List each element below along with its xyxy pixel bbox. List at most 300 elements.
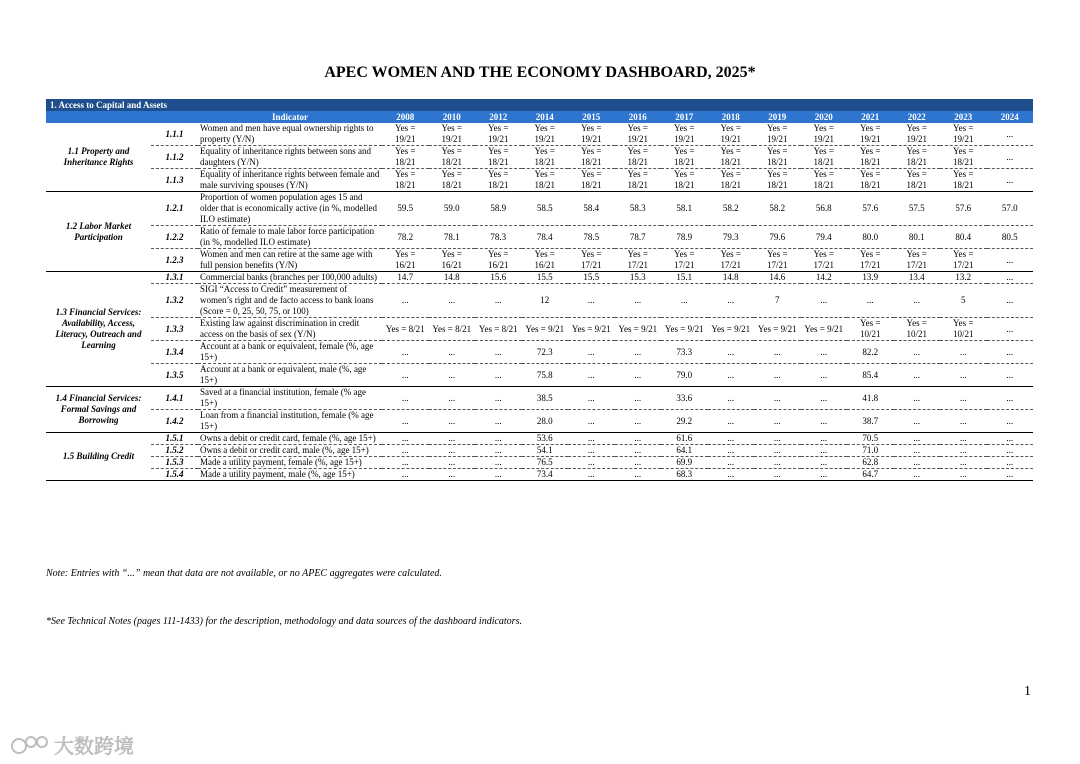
value-cell: 14.6 [754,272,801,284]
value-cell: Yes = 9/21 [522,318,569,341]
group-label: 1.4 Financial Services: Formal Savings and Borrowing [46,387,151,433]
table-row [46,433,1033,445]
value-cell: Yes = 17/21 [754,249,801,272]
value-cell: Yes = 18/21 [940,146,987,169]
value-cell: ... [708,284,755,318]
value-cell: ... [940,457,987,469]
watermark-text: 大数跨境 [54,734,134,758]
value-cell: 73.4 [522,469,569,481]
value-cell: ... [568,445,615,457]
value-cell: ... [708,364,755,387]
value-cell: ... [940,387,987,410]
value-cell: ... [754,410,801,433]
table-row [46,364,1033,387]
value-cell: ... [568,284,615,318]
value-cell: ... [894,469,941,481]
value-cell: Yes = 18/21 [847,169,894,192]
value-cell: ... [429,284,476,318]
value-cell: Yes = 18/21 [568,146,615,169]
value-cell: Yes = 19/21 [754,123,801,146]
value-cell: ... [382,457,429,469]
value-cell: ... [801,284,848,318]
group-label: 1.1 Property and Inheritance Rights [46,123,151,192]
value-cell: Yes = 18/21 [615,169,662,192]
table-row [46,249,1033,272]
value-cell: ... [987,445,1034,457]
value-cell: Yes = 16/21 [522,249,569,272]
value-cell: Yes = 17/21 [568,249,615,272]
value-cell: 14.8 [429,272,476,284]
table-row [46,445,1033,457]
value-cell: Yes = 9/21 [754,318,801,341]
value-cell: ... [615,364,662,387]
value-cell: 15.6 [475,272,522,284]
value-cell: ... [382,469,429,481]
value-cell: ... [475,457,522,469]
value-cell: 64.1 [661,445,708,457]
table-row [46,410,1033,433]
indicator-code: 1.5.4 [151,469,198,481]
value-cell: ... [940,469,987,481]
value-cell: ... [475,284,522,318]
value-cell: 41.8 [847,387,894,410]
indicator-label: SIGI “Access to Credit” measurement of women’s right and de facto access to bank loans (Score = 0, 25, 50, 75, or 100) [198,284,382,318]
indicator-code: 1.5.2 [151,445,198,457]
value-cell: ... [475,341,522,364]
value-cell: ... [801,387,848,410]
value-cell: ... [475,387,522,410]
value-cell: Yes = 18/21 [661,169,708,192]
value-cell: 71.0 [847,445,894,457]
header-year: 2016 [615,111,662,123]
value-cell: Yes = 19/21 [382,123,429,146]
value-cell: 13.4 [894,272,941,284]
value-cell: 78.3 [475,226,522,249]
value-cell: ... [987,433,1034,445]
header-blank [46,111,198,123]
value-cell: 59.0 [429,192,476,226]
value-cell: ... [615,341,662,364]
value-cell: 54.1 [522,445,569,457]
watermark-icon [10,734,50,756]
value-cell: 14.7 [382,272,429,284]
value-cell: 80.4 [940,226,987,249]
table-row [46,469,1033,481]
indicator-code: 1.3.3 [151,318,198,341]
value-cell: ... [615,284,662,318]
value-cell: 78.9 [661,226,708,249]
dashboard-table [46,99,1033,481]
indicator-label: Commercial banks (branches per 100,000 adults) [198,272,382,284]
value-cell: 78.4 [522,226,569,249]
value-cell: ... [661,284,708,318]
value-cell: Yes = 19/21 [661,123,708,146]
indicator-code: 1.3.5 [151,364,198,387]
value-cell: Yes = 17/21 [661,249,708,272]
indicator-code: 1.1.3 [151,169,198,192]
value-cell: 79.3 [708,226,755,249]
value-cell: 56.8 [801,192,848,226]
value-cell: ... [987,469,1034,481]
value-cell: Yes = 18/21 [615,146,662,169]
section-title: 1. Access to Capital and Assets [46,99,1033,111]
value-cell: ... [754,469,801,481]
value-cell: ... [894,410,941,433]
value-cell: ... [940,410,987,433]
header-year: 2023 [940,111,987,123]
value-cell: Yes = 9/21 [661,318,708,341]
value-cell: Yes = 19/21 [708,123,755,146]
value-cell: Yes = 18/21 [940,169,987,192]
column-header-row [46,111,1033,123]
header-year: 2022 [894,111,941,123]
value-cell: 58.3 [615,192,662,226]
value-cell: ... [568,410,615,433]
value-cell: 76.5 [522,457,569,469]
value-cell: 58.2 [754,192,801,226]
value-cell: Yes = 16/21 [382,249,429,272]
value-cell: ... [568,433,615,445]
value-cell: ... [801,433,848,445]
value-cell: ... [987,387,1034,410]
table-row [46,169,1033,192]
value-cell: 82.2 [847,341,894,364]
value-cell: ... [429,387,476,410]
value-cell: ... [894,445,941,457]
value-cell: ... [475,445,522,457]
header-year: 2019 [754,111,801,123]
value-cell: Yes = 18/21 [429,169,476,192]
value-cell: ... [894,284,941,318]
indicator-label: Women and men have equal ownership rights to property (Y/N) [198,123,382,146]
value-cell: ... [801,457,848,469]
value-cell: Yes = 19/21 [894,123,941,146]
value-cell: ... [615,469,662,481]
value-cell: 78.1 [429,226,476,249]
group-label: 1.3 Financial Services: Availability, Access, Literacy, Outreach and Learning [46,272,151,387]
value-cell: ... [754,387,801,410]
value-cell: ... [987,410,1034,433]
value-cell: Yes = 18/21 [661,146,708,169]
table-note: Note: Entries with “...” mean that data are not available, or no APEC aggregates were calculated. [46,568,442,579]
value-cell: Yes = 9/21 [615,318,662,341]
value-cell: ... [894,433,941,445]
value-cell: Yes = 16/21 [475,249,522,272]
value-cell: Yes = 19/21 [801,123,848,146]
value-cell: ... [801,364,848,387]
value-cell: 14.2 [801,272,848,284]
value-cell: 38.5 [522,387,569,410]
value-cell: ... [568,364,615,387]
value-cell: ... [382,433,429,445]
value-cell: Yes = 16/21 [429,249,476,272]
value-cell: ... [987,284,1034,318]
value-cell: ... [940,445,987,457]
header-indicator: Indicator [198,111,382,123]
value-cell: 70.5 [847,433,894,445]
value-cell: Yes = 18/21 [382,169,429,192]
table-row [46,226,1033,249]
header-year: 2021 [847,111,894,123]
value-cell: ... [615,387,662,410]
value-cell: ... [475,410,522,433]
value-cell: ... [382,387,429,410]
value-cell: 58.1 [661,192,708,226]
value-cell: Yes = 18/21 [522,169,569,192]
value-cell: ... [847,284,894,318]
value-cell: 15.3 [615,272,662,284]
value-cell: Yes = 18/21 [894,169,941,192]
header-year: 2024 [987,111,1034,123]
value-cell: ... [568,469,615,481]
value-cell: Yes = 18/21 [801,146,848,169]
value-cell: Yes = 8/21 [475,318,522,341]
value-cell: Yes = 18/21 [475,146,522,169]
value-cell: 73.3 [661,341,708,364]
value-cell: ... [475,364,522,387]
header-year: 2010 [429,111,476,123]
value-cell: ... [987,364,1034,387]
header-year: 2017 [661,111,708,123]
value-cell: Yes = 18/21 [522,146,569,169]
value-cell: 58.5 [522,192,569,226]
value-cell: Yes = 17/21 [615,249,662,272]
indicator-label: Equality of inheritance rights between sons and daughters (Y/N) [198,146,382,169]
value-cell: 53.6 [522,433,569,445]
value-cell: ... [987,272,1034,284]
value-cell: ... [801,341,848,364]
value-cell: Yes = 18/21 [429,146,476,169]
value-cell: ... [429,410,476,433]
value-cell: 68.3 [661,469,708,481]
watermark-logo [10,730,134,759]
value-cell: ... [708,341,755,364]
value-cell: 15.1 [661,272,708,284]
value-cell: Yes = 18/21 [894,146,941,169]
value-cell: ... [615,457,662,469]
indicator-code: 1.3.2 [151,284,198,318]
indicator-code: 1.1.1 [151,123,198,146]
value-cell: Yes = 19/21 [940,123,987,146]
value-cell: ... [429,433,476,445]
value-cell: 57.0 [987,192,1034,226]
value-cell: ... [987,169,1034,192]
value-cell: ... [754,433,801,445]
value-cell: ... [894,387,941,410]
value-cell: ... [708,410,755,433]
value-cell: 57.6 [940,192,987,226]
value-cell: ... [940,341,987,364]
value-cell: ... [987,457,1034,469]
value-cell: 13.2 [940,272,987,284]
indicator-code: 1.5.3 [151,457,198,469]
header-year: 2020 [801,111,848,123]
value-cell: 79.0 [661,364,708,387]
value-cell: ... [801,469,848,481]
value-cell: 79.6 [754,226,801,249]
indicator-code: 1.2.2 [151,226,198,249]
value-cell: 57.6 [847,192,894,226]
value-cell: 5 [940,284,987,318]
value-cell: Yes = 10/21 [894,318,941,341]
value-cell: ... [475,469,522,481]
value-cell: 15.5 [522,272,569,284]
value-cell: Yes = 9/21 [568,318,615,341]
value-cell: Yes = 19/21 [847,123,894,146]
value-cell: Yes = 17/21 [847,249,894,272]
value-cell: ... [801,445,848,457]
value-cell: ... [708,469,755,481]
table-row [46,318,1033,341]
value-cell: 58.9 [475,192,522,226]
indicator-label: Owns a debit or credit card, female (%, age 15+) [198,433,382,445]
value-cell: ... [894,341,941,364]
value-cell: ... [708,445,755,457]
value-cell: ... [382,410,429,433]
footnote: *See Technical Notes (pages 111-1433) for the description, methodology and data sources of the dashboard indicators. [46,616,522,627]
value-cell: ... [382,341,429,364]
value-cell: ... [987,146,1034,169]
value-cell: Yes = 8/21 [382,318,429,341]
value-cell: ... [754,364,801,387]
value-cell: 61.6 [661,433,708,445]
value-cell: ... [568,457,615,469]
section-header-row [46,99,1033,111]
value-cell: Yes = 19/21 [429,123,476,146]
value-cell: ... [940,433,987,445]
value-cell: ... [894,457,941,469]
indicator-label: Made a utility payment, male (%, age 15+) [198,469,382,481]
indicator-code: 1.3.4 [151,341,198,364]
value-cell: ... [615,433,662,445]
value-cell: 80.0 [847,226,894,249]
value-cell: ... [382,284,429,318]
value-cell: ... [754,457,801,469]
indicator-label: Account at a bank or equivalent, male (%, age 15+) [198,364,382,387]
header-year: 2008 [382,111,429,123]
indicator-code: 1.4.1 [151,387,198,410]
value-cell: 78.2 [382,226,429,249]
value-cell: 80.1 [894,226,941,249]
value-cell: 7 [754,284,801,318]
indicator-code: 1.3.1 [151,272,198,284]
value-cell: Yes = 17/21 [940,249,987,272]
value-cell: 75.8 [522,364,569,387]
value-cell: ... [987,341,1034,364]
value-cell: 29.2 [661,410,708,433]
value-cell: 38.7 [847,410,894,433]
value-cell: ... [429,469,476,481]
value-cell: ... [382,364,429,387]
value-cell: ... [475,433,522,445]
indicator-code: 1.4.2 [151,410,198,433]
value-cell: 72.3 [522,341,569,364]
indicator-code: 1.5.1 [151,433,198,445]
value-cell: 79.4 [801,226,848,249]
value-cell: Yes = 18/21 [847,146,894,169]
value-cell: Yes = 19/21 [475,123,522,146]
value-cell: Yes = 10/21 [940,318,987,341]
value-cell: 85.4 [847,364,894,387]
value-cell: ... [429,445,476,457]
value-cell: Yes = 17/21 [708,249,755,272]
indicator-label: Proportion of women population ages 15 and older that is economically active (in %, modelled ILO estimate) [198,192,382,226]
value-cell: Yes = 18/21 [382,146,429,169]
value-cell: ... [987,123,1034,146]
value-cell: ... [987,249,1034,272]
value-cell: ... [708,433,755,445]
value-cell: 13.9 [847,272,894,284]
value-cell: 58.4 [568,192,615,226]
value-cell: 57.5 [894,192,941,226]
indicator-label: Ratio of female to male labor force participation (in %, modelled ILO estimate) [198,226,382,249]
value-cell: ... [754,341,801,364]
indicator-label: Equality of inheritance rights between female and male surviving spouses (Y/N) [198,169,382,192]
page-title: APEC WOMEN AND THE ECONOMY DASHBOARD, 2025* [324,64,756,81]
value-cell: ... [940,364,987,387]
value-cell: Yes = 9/21 [708,318,755,341]
indicator-code: 1.1.2 [151,146,198,169]
value-cell: Yes = 8/21 [429,318,476,341]
value-cell: 58.2 [708,192,755,226]
value-cell: ... [568,341,615,364]
value-cell: 28.0 [522,410,569,433]
indicator-label: Existing law against discrimination in credit access on the basis of sex (Y/N) [198,318,382,341]
value-cell: Yes = 18/21 [708,146,755,169]
group-label: 1.2 Labor Market Participation [46,192,151,272]
value-cell: ... [708,387,755,410]
value-cell: 69.9 [661,457,708,469]
value-cell: ... [429,364,476,387]
value-cell: Yes = 17/21 [894,249,941,272]
indicator-label: Owns a debit or credit card, male (%, age 15+) [198,445,382,457]
value-cell: Yes = 18/21 [754,169,801,192]
table-row [46,123,1033,146]
table-row [46,284,1033,318]
value-cell: 14.8 [708,272,755,284]
value-cell: ... [987,318,1034,341]
value-cell: ... [382,445,429,457]
value-cell: 12 [522,284,569,318]
value-cell: Yes = 18/21 [568,169,615,192]
indicator-label: Saved at a financial institution, female (% age 15+) [198,387,382,410]
value-cell: 80.5 [987,226,1034,249]
dashboard-table-wrapper [46,99,1033,481]
value-cell: ... [708,457,755,469]
indicator-code: 1.2.1 [151,192,198,226]
table-row [46,387,1033,410]
table-row [46,146,1033,169]
value-cell: ... [894,364,941,387]
value-cell: 78.5 [568,226,615,249]
value-cell: Yes = 18/21 [754,146,801,169]
group-label: 1.5 Building Credit [46,433,151,481]
value-cell: Yes = 19/21 [615,123,662,146]
value-cell: 78.7 [615,226,662,249]
header-year: 2018 [708,111,755,123]
value-cell: Yes = 18/21 [801,169,848,192]
value-cell: Yes = 18/21 [475,169,522,192]
header-year: 2014 [522,111,569,123]
table-row [46,272,1033,284]
value-cell: Yes = 17/21 [801,249,848,272]
table-row [46,341,1033,364]
table-row [46,457,1033,469]
value-cell: ... [615,410,662,433]
value-cell: ... [615,445,662,457]
value-cell: Yes = 10/21 [847,318,894,341]
header-year: 2012 [475,111,522,123]
